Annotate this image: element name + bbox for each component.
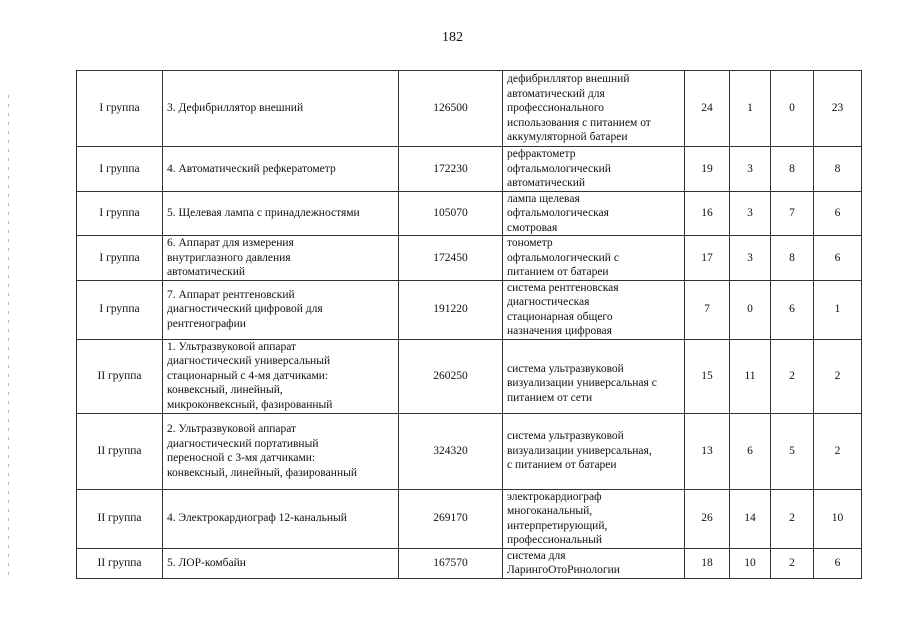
count-cell-3 (771, 236, 814, 281)
table-row (77, 71, 862, 147)
count-cell-1-text: 17 (701, 251, 713, 264)
table-row (77, 413, 862, 489)
count-cell-2 (730, 236, 771, 281)
row-group (77, 280, 163, 339)
equipment-name-text: 2. Ультразвуковой аппарат диагностический портативный переносной с 3-мя датчиками: конвексный, линейный, фазированный (167, 423, 357, 479)
equipment-description (503, 339, 685, 413)
count-cell-1 (685, 191, 730, 236)
equipment-description-text: система ультразвуковой визуализации универсальная с питанием от сети (507, 362, 657, 404)
count-cell-1 (685, 489, 730, 548)
count-cell-2-text: 11 (744, 369, 756, 382)
equipment-code-text: 260250 (433, 369, 468, 382)
equipment-description (503, 147, 685, 192)
equipment-description (503, 489, 685, 548)
count-cell-2-text: 3 (747, 162, 753, 175)
row-group-text: I группа (99, 207, 140, 219)
count-cell-3 (771, 191, 814, 236)
count-cell-3-text: 5 (789, 444, 795, 457)
count-cell-4-text: 6 (834, 207, 841, 219)
equipment-table (76, 70, 862, 579)
equipment-description-text: тонометр офтальмологический с питанием от батареи (507, 237, 619, 278)
count-cell-3 (771, 413, 814, 489)
equipment-code-text: 269170 (433, 512, 468, 525)
count-cell-3-text: 6 (789, 303, 795, 316)
count-cell-2 (730, 147, 771, 192)
row-group-text: I группа (99, 162, 140, 175)
equipment-description-text: система ультразвуковой визуализации универсальная, с питанием от батареи (507, 430, 652, 472)
equipment-name-text: 4. Электрокардиограф 12-канальный (167, 512, 347, 525)
row-group (77, 413, 163, 489)
equipment-code-text: 324320 (433, 444, 468, 457)
equipment-name-text: 1. Ультразвуковой аппарат диагностический универсальный стационарный с 4-мя датчиками: конвексный, линейный, микроконвексный, фазированный (167, 340, 333, 411)
table-row (77, 236, 862, 281)
equipment-code-text: 126500 (433, 102, 468, 115)
equipment-code (399, 71, 503, 147)
count-cell-1-text: 24 (701, 102, 713, 115)
row-group-text: II группа (97, 369, 142, 382)
page-number: 182 (442, 30, 463, 45)
count-cell-3-text: 0 (789, 102, 795, 115)
equipment-description-text: система рентгеновская диагностическая стационарная общего назначения цифровая (507, 281, 619, 337)
count-cell-4-text: 10 (831, 512, 844, 525)
count-cell-1-text: 13 (701, 444, 713, 457)
equipment-name (163, 548, 399, 578)
equipment-code-text: 105070 (433, 207, 468, 219)
count-cell-3-text: 2 (789, 512, 795, 525)
count-cell-1-text: 16 (701, 207, 713, 219)
count-cell-2 (730, 191, 771, 236)
count-cell-4 (814, 339, 862, 413)
count-cell-4-text: 23 (831, 102, 844, 115)
count-cell-2-text: 3 (747, 251, 753, 264)
row-group-text: I группа (99, 102, 140, 115)
equipment-name (163, 339, 399, 413)
count-cell-4-text: 6 (834, 556, 841, 569)
equipment-code (399, 236, 503, 281)
count-cell-3 (771, 71, 814, 147)
row-group (77, 489, 163, 548)
equipment-code-text: 172450 (433, 251, 468, 264)
count-cell-1 (685, 548, 730, 578)
count-cell-2 (730, 280, 771, 339)
count-cell-2-text: 3 (747, 207, 753, 219)
equipment-code-text: 172230 (433, 162, 468, 175)
equipment-description-text: рефрактометр офтальмологический автоматический (507, 148, 611, 189)
count-cell-1 (685, 413, 730, 489)
count-cell-4-text: 6 (834, 251, 841, 264)
equipment-name (163, 71, 399, 147)
row-group (77, 548, 163, 578)
equipment-name-text: 7. Аппарат рентгеновский диагностический цифровой для рентгенографии (167, 288, 323, 330)
table-row (77, 489, 862, 548)
count-cell-4 (814, 71, 862, 147)
count-cell-3 (771, 147, 814, 192)
row-group-text: II группа (97, 556, 142, 569)
count-cell-1 (685, 339, 730, 413)
row-group (77, 339, 163, 413)
equipment-name-text: 6. Аппарат для измерения внутриглазного давления автоматический (167, 237, 294, 278)
equipment-name (163, 489, 399, 548)
row-group-text: I группа (99, 251, 140, 264)
row-group-text: II группа (97, 512, 142, 525)
equipment-description (503, 548, 685, 578)
count-cell-2 (730, 489, 771, 548)
count-cell-4 (814, 191, 862, 236)
count-cell-3 (771, 339, 814, 413)
equipment-name (163, 280, 399, 339)
count-cell-2 (730, 71, 771, 147)
equipment-code (399, 147, 503, 192)
count-cell-4-text: 2 (834, 369, 841, 382)
equipment-name-text: 5. Щелевая лампа с принадлежностями (167, 207, 360, 219)
equipment-description-text: дефибриллятор внешний автоматический для профессионального использования с питанием от аккумуляторной батареи (507, 73, 651, 144)
table-row (77, 280, 862, 339)
count-cell-4-text: 2 (834, 444, 841, 457)
equipment-description (503, 71, 685, 147)
count-cell-3-text: 2 (789, 369, 795, 382)
equipment-description-text: система для ЛарингоОтоРинологии (507, 549, 620, 576)
count-cell-3-text: 7 (789, 207, 795, 219)
count-cell-2-text: 14 (744, 512, 756, 525)
count-cell-1-text: 18 (701, 556, 713, 569)
table-row (77, 339, 862, 413)
count-cell-3-text: 2 (789, 556, 795, 569)
count-cell-4 (814, 280, 862, 339)
equipment-description (503, 280, 685, 339)
equipment-description-text: лампа щелевая офтальмологическая смотровая (507, 192, 609, 234)
count-cell-2 (730, 413, 771, 489)
table-row (77, 548, 862, 578)
count-cell-4 (814, 489, 862, 548)
count-cell-2 (730, 339, 771, 413)
row-group (77, 147, 163, 192)
row-group-text: I группа (99, 303, 140, 316)
count-cell-2-text: 10 (744, 556, 756, 569)
count-cell-3 (771, 280, 814, 339)
equipment-name (163, 413, 399, 489)
equipment-code (399, 191, 503, 236)
scan-edge-mark (8, 95, 9, 575)
equipment-name-text: 3. Дефибриллятор внешний (167, 102, 304, 115)
count-cell-1-text: 19 (701, 162, 713, 175)
count-cell-4-text: 1 (834, 303, 841, 316)
count-cell-4 (814, 413, 862, 489)
equipment-code-text: 167570 (433, 556, 468, 569)
equipment-name (163, 147, 399, 192)
equipment-code (399, 548, 503, 578)
table-row (77, 191, 862, 236)
count-cell-1-text: 15 (701, 369, 713, 382)
row-group (77, 191, 163, 236)
equipment-code (399, 339, 503, 413)
equipment-code (399, 413, 503, 489)
count-cell-1 (685, 147, 730, 192)
equipment-code (399, 489, 503, 548)
equipment-description (503, 413, 685, 489)
equipment-name-text: 5. ЛОР-комбайн (167, 556, 246, 569)
count-cell-1 (685, 236, 730, 281)
row-group (77, 236, 163, 281)
count-cell-2-text: 1 (747, 102, 753, 115)
equipment-code-text: 191220 (433, 303, 468, 316)
equipment-description (503, 236, 685, 281)
count-cell-3-text: 8 (789, 162, 795, 175)
count-cell-4 (814, 236, 862, 281)
count-cell-4-text: 8 (834, 162, 841, 175)
count-cell-2 (730, 548, 771, 578)
equipment-description-text: электрокардиограф многоканальный, интерпретирующий, профессиональный (507, 490, 608, 546)
count-cell-4 (814, 147, 862, 192)
count-cell-3-text: 8 (789, 251, 795, 264)
count-cell-4 (814, 548, 862, 578)
equipment-name (163, 191, 399, 236)
equipment-name (163, 236, 399, 281)
equipment-name-text: 4. Автоматический рефкератометр (167, 162, 336, 175)
equipment-description (503, 191, 685, 236)
table-row (77, 147, 862, 192)
count-cell-3 (771, 548, 814, 578)
count-cell-1 (685, 280, 730, 339)
count-cell-2-text: 6 (747, 444, 753, 457)
count-cell-1-text: 7 (704, 303, 710, 316)
equipment-code (399, 280, 503, 339)
row-group (77, 71, 163, 147)
count-cell-3 (771, 489, 814, 548)
row-group-text: II группа (97, 444, 142, 457)
count-cell-2-text: 0 (747, 303, 753, 316)
count-cell-1-text: 26 (701, 512, 713, 525)
count-cell-1 (685, 71, 730, 147)
